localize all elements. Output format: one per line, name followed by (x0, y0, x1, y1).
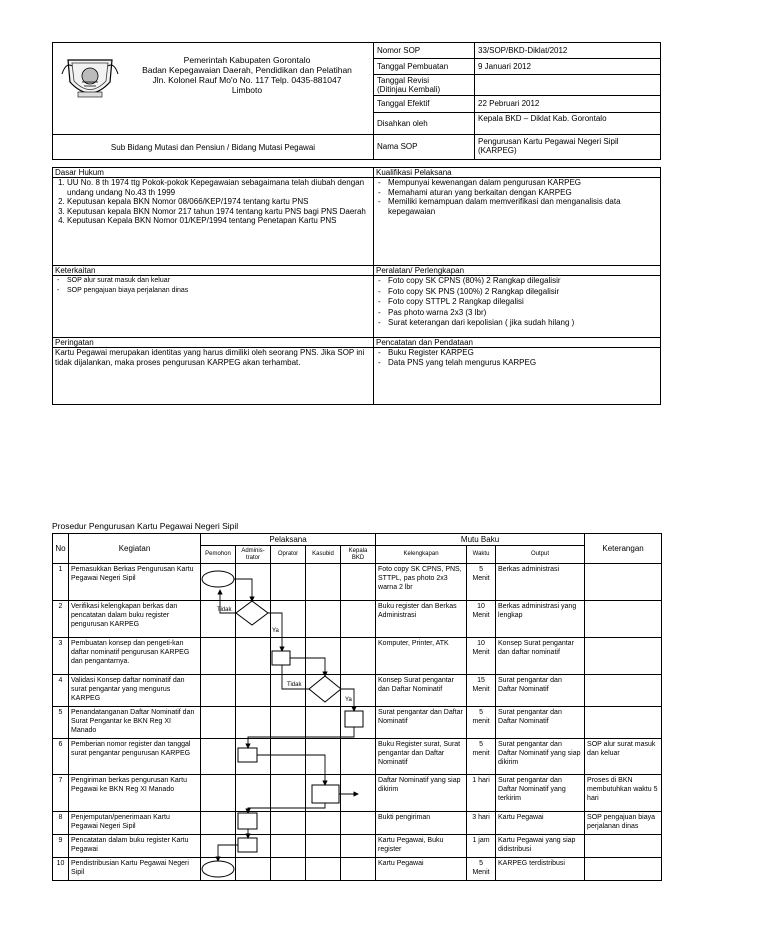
col-kegiatan: Kegiatan (69, 534, 201, 564)
row-output: Surat pengantar dan Daftar Nominatif yang terkirim (496, 775, 585, 812)
label-tidak-1: Tidak (217, 607, 232, 613)
row-waktu: 10 Menit (467, 601, 496, 638)
row-kelengkapan: Kartu Pegawai, Buku register (376, 835, 467, 858)
row-kelengkapan: Kartu Pegawai (376, 858, 467, 881)
kualifikasi-item: - Memiliki kemampuan dalam memverifikasi dan menganalisis data kepegawaian (388, 197, 658, 216)
flow-connector (218, 845, 238, 861)
row-no: 10 (53, 858, 69, 881)
field-value-disahkan: Kepala BKD – Diklat Kab. Gorontalo (478, 114, 607, 123)
row-waktu: 5 menit (467, 707, 496, 739)
col-no: No (53, 534, 69, 564)
peralatan-item: - Foto copy SK CPNS (80%) 2 Rangkap dilegalisir (388, 276, 658, 287)
field-value-nomor: 33/SOP/BKD-Diklat/2012 (478, 46, 568, 55)
row-no: 2 (53, 601, 69, 638)
col-keterangan: Keterangan (585, 534, 662, 564)
flow-process-register (238, 748, 257, 762)
mutu-output: Output (496, 546, 585, 564)
row-output: Berkas administrasi yang lengkap (496, 601, 585, 638)
pencatatan-item: - Buku Register KARPEG (388, 348, 658, 358)
mutu-kelengkapan: Kelengkapan (376, 546, 467, 564)
field-label-nomor: Nomor SOP (377, 46, 421, 55)
flow-connector (290, 658, 325, 676)
row-kelengkapan: Surat pengantar dan Daftar Nominatif (376, 707, 467, 739)
org-line-2: Badan Kepegawaian Daerah, Pendidikan dan Pelatihan (142, 65, 352, 75)
flow-connector (248, 803, 325, 813)
dasar-hukum-item: 4. Keputusan Kepala BKN Nomor 01/KEP/1994 tentang Penetapan Kartu PNS (67, 216, 371, 226)
row-output: KARPEG terdistribusi (496, 858, 585, 881)
flow-connector (257, 755, 325, 785)
row-waktu: 5 menit (467, 739, 496, 775)
flow-decision-verifikasi (236, 601, 268, 625)
dasar-hukum-item: 2. Keputusan kepala BKN Nomor 08/066/KEP/1974 tentang kartu PNS (67, 197, 371, 207)
field-value-efektif: 22 Pebruari 2012 (478, 99, 540, 108)
field-label-pembuatan: Tanggal Pembuatan (377, 62, 449, 71)
row-no: 9 (53, 835, 69, 858)
row-waktu: 1 jam (467, 835, 496, 858)
peringatan-text: Kartu Pegawai merupakan identitas yang harus dimiliki oleh seorang PNS. Jika SOP ini tidak dijalankan, maka proses pengurusan KARPEG akan terhambat. (55, 348, 365, 367)
peralatan-item: - Surat keterangan dari kepolisian ( jika sudah hilang ) (388, 318, 658, 329)
peralatan-item: - Foto copy SK PNS (100%) 2 Rangkap dilegalisir (388, 287, 658, 298)
row-no: 3 (53, 638, 69, 675)
dasar-hukum-title: Dasar Hukum (55, 168, 104, 177)
row-kelengkapan: Konsep Surat pengantar dan Daftar Nominatif (376, 675, 467, 707)
row-waktu: 1 hari (467, 775, 496, 812)
row-kegiatan: Pengiriman berkas pengurusan Kartu Pegawai ke BKN Reg XI Manado (69, 775, 201, 812)
org-line-4: Limboto (231, 85, 263, 95)
row-output: Kartu Pegawai yang siap didistribusi (496, 835, 585, 858)
row-kelengkapan: Bukti pengiriman (376, 812, 467, 835)
row-kegiatan: Pencatatan dalam buku register Kartu Pegawai (69, 835, 201, 858)
row-no: 8 (53, 812, 69, 835)
flow-process-pencatatan (238, 838, 257, 852)
flow-decision-validasi (309, 676, 341, 702)
row-waktu: 15 Menit (467, 675, 496, 707)
row-waktu: 3 hari (467, 812, 496, 835)
mutu-waktu: Waktu (467, 546, 496, 564)
row-kegiatan: Pemasukkan Berkas Pengurusan Kartu Pegawai Negeri Sipil (69, 564, 201, 601)
row-kegiatan: Verifikasi kelengkapan berkas dan pencatatan dalam buku register pengurusan KARPEG (69, 601, 201, 638)
row-no: 6 (53, 739, 69, 775)
peralatan-title: Peralatan/ Perlengkapan (376, 266, 465, 275)
row-waktu: 5 Menit (467, 564, 496, 601)
row-output: Surat pengantar dan Daftar Nominatif yang siap dikirim (496, 739, 585, 775)
row-no: 7 (53, 775, 69, 812)
row-kelengkapan: Buku Register surat, Surat pengantar dan Daftar Nominatif (376, 739, 467, 775)
peringatan-title: Peringatan (55, 338, 94, 347)
kualifikasi-item: - Mempunyai kewenangan dalam pengurusan KARPEG (388, 178, 658, 188)
dasar-hukum-item: 3. Keputusan kepala BKN Nomor 217 tahun 1974 tentang kartu PNS bagi PNS Daerah (67, 207, 371, 217)
flow-process-penjemputan (238, 813, 257, 829)
peralatan-item: - Pas photo warna 2x3 (3 lbr) (388, 308, 658, 319)
field-label-disahkan: Disahkan oleh (377, 119, 428, 128)
row-kegiatan: Pemberian nomor register dan tanggal surat pengantar pengurusan KARPEG (69, 739, 201, 775)
row-waktu: 5 Menit (467, 858, 496, 881)
role-operator: Oprator (271, 546, 306, 564)
col-pelaksana: Pelaksana (201, 534, 376, 546)
field-label-nama: Nama SOP (377, 142, 418, 151)
keterkaitan-item: - SOP pengajuan biaya perjalanan dinas (67, 286, 371, 296)
row-kelengkapan: Komputer, Printer, ATK (376, 638, 467, 675)
pencatatan-title: Pencatatan dan Pendataan (376, 338, 473, 347)
role-kepala-bkd: Kepala BKD (341, 546, 376, 564)
row-keterangan: Proses di BKN membutuhkan waktu 5 hari (585, 775, 662, 812)
flow-connector (234, 579, 252, 601)
field-value-nama: Pengurusan Kartu Pegawai Negeri Sipil (KARPEG) (478, 137, 619, 155)
row-output: Berkas administrasi (496, 564, 585, 601)
flow-connector (248, 727, 354, 748)
dasar-hukum-item: 1. UU No. 8 th 1974 ttg Pokok-pokok Kepegawaian sebagaimana telah diubah dengan undang undang No.43 th 1999 (67, 178, 371, 197)
row-keterangan: SOP alur surat masuk dan keluar (585, 739, 662, 775)
col-mutu-baku: Mutu Baku (376, 534, 585, 546)
kualifikasi-item: - Memahami aturan yang berkaitan dengan KARPEG (388, 188, 658, 198)
label-tidak-2: Tidak (287, 682, 302, 688)
row-output: Konsep Surat pengantar dan daftar nominatif (496, 638, 585, 675)
role-pemohon: Pemohon (201, 546, 236, 564)
row-kegiatan: Validasi Konsep daftar nominatif dan surat pengantar yang mengurus KARPEG (69, 675, 201, 707)
row-output: Surat pengantar dan Daftar Nominatif (496, 675, 585, 707)
row-output: Kartu Pegawai (496, 812, 585, 835)
row-output: Surat pengantar dan Daftar Nominatif (496, 707, 585, 739)
row-kelengkapan: Foto copy SK CPNS, PNS, STTPL, pas photo 2x3 warna 2 lbr (376, 564, 467, 601)
row-kelengkapan: Buku register dan Berkas Administrasi (376, 601, 467, 638)
row-keterangan: SOP pengajuan biaya perjalanan dinas (585, 812, 662, 835)
row-kegiatan: Penandatanganan Daftar Nominatif dan Surat Pengantar ke BKN Reg XI Manado (69, 707, 201, 739)
role-administrator: Adminis- trator (236, 546, 271, 564)
flow-start-terminator (202, 571, 234, 587)
label-ya-2: Ya (345, 697, 352, 703)
org-line-3: Jln. Kolonel Rauf Mo'o No. 117 Telp. 0435-881047 (152, 75, 342, 85)
kualifikasi-title: Kualifikasi Pelaksana (376, 168, 452, 177)
flow-process-tandatangan (345, 711, 363, 727)
row-kegiatan: Pendistribusian Kartu Pegawai Negeri Sipil (69, 858, 201, 881)
flow-process-konsep (272, 651, 290, 665)
procedure-title: Prosedur Pengurusan Kartu Pegawai Negeri Sipil (52, 521, 239, 531)
flow-process-pengiriman (312, 785, 339, 803)
keterkaitan-title: Keterkaitan (55, 266, 96, 275)
org-line-1: Pemerintah Kabupaten Gorontalo (183, 55, 311, 65)
field-label-revisi: Tanggal Revisi (Ditinjau Kembali) (377, 76, 441, 94)
row-kegiatan: Penjemputan/penerimaan Kartu Pegawai Negeri Sipil (69, 812, 201, 835)
row-no: 1 (53, 564, 69, 601)
peralatan-item: - Foto copy STTPL 2 Rangkap dilegalisi (388, 297, 658, 308)
role-kasubid: Kasubid (306, 546, 341, 564)
field-value-pembuatan: 9 Januari 2012 (478, 62, 531, 71)
row-kegiatan: Pembuatan konsep dan pengeti-kan daftar nominatif pengurusan KARPEG dan pengantarnya. (69, 638, 201, 675)
field-label-efektif: Tanggal Efektif (377, 99, 430, 108)
row-no: 5 (53, 707, 69, 739)
flow-end-terminator (202, 861, 234, 877)
label-ya-1: Ya (272, 628, 279, 634)
row-kelengkapan: Daftar Nominatif yang siap dikirim (376, 775, 467, 812)
row-no: 4 (53, 675, 69, 707)
pencatatan-item: - Data PNS yang telah mengurus KARPEG (388, 358, 658, 368)
keterkaitan-item: - SOP alur surat masuk dan keluar (67, 276, 371, 286)
row-waktu: 10 Menit (467, 638, 496, 675)
subbidang: Sub Bidang Mutasi dan Pensiun / Bidang Mutasi Pegawai (110, 143, 316, 152)
